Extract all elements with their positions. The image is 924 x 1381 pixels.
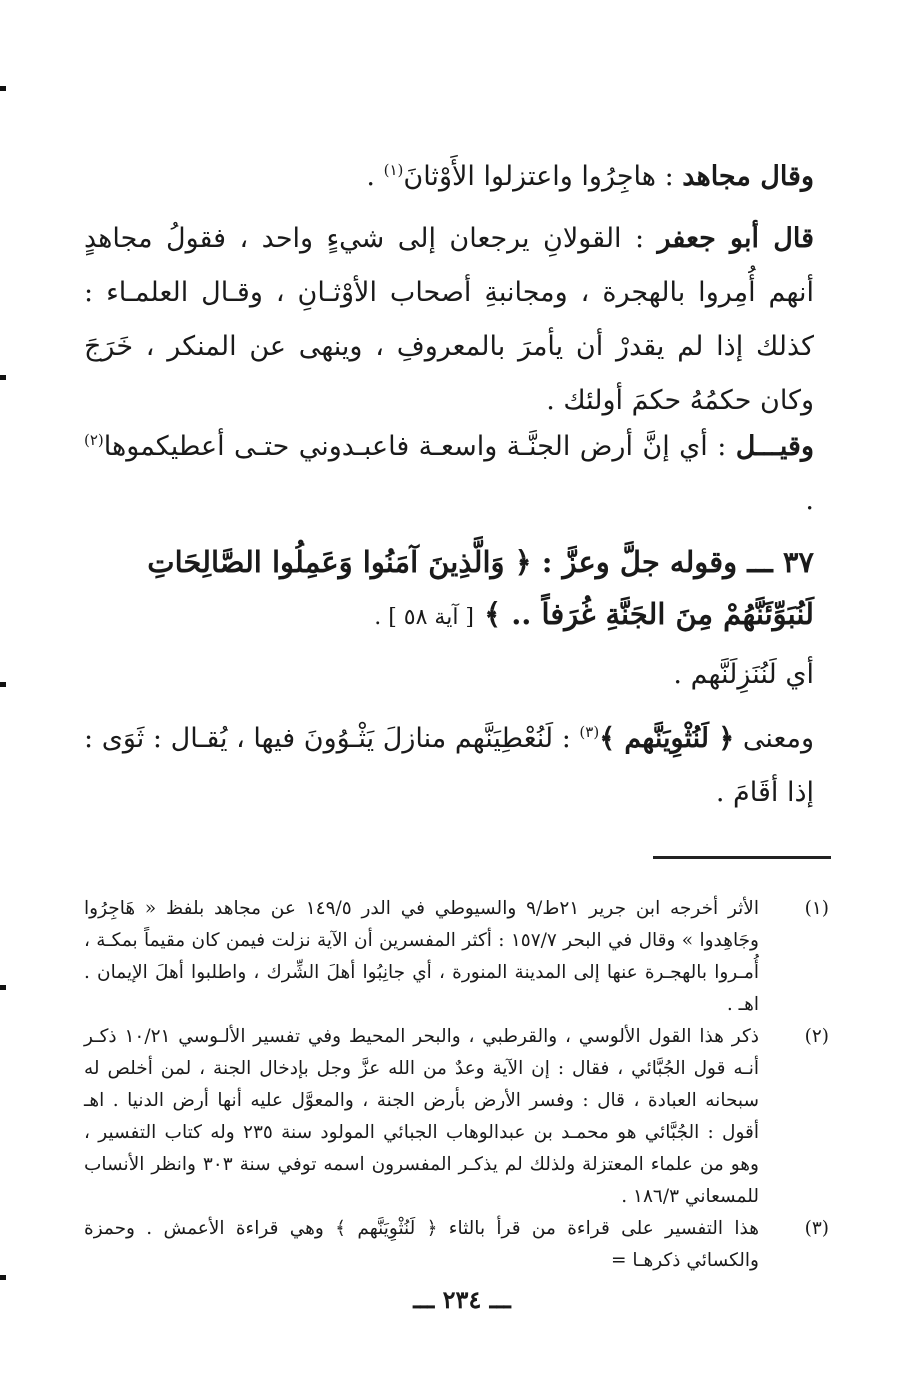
footnote-reference[interactable]: (٣): [579, 723, 600, 741]
paragraph-text: : لَنُعْطِيَنَّهم منازلَ يَثْـوُونَ فيها ، يُقـال : ثَوَى : إذا أقَامَ .: [84, 723, 814, 808]
footnote-number: (١): [804, 898, 829, 919]
quran-quote: ﴿ وَالَّذِينَ آمَنُوا وَعَمِلُوا الصَّالِحَاتِ لَنُبَوِّئَنَّهُمْ مِنَ الجَنَّةِ غُرَفاً .. ﴾: [147, 545, 814, 631]
footnote-text: الأثر أخرجه ابن جرير ٢١ط/٩ والسيوطي في الدر ١٤٩/٥ عن مجاهد بلفظ « هَاجِرُوا وجَاهِدوا » وقال في البحر ١٥٧/٧ : أكثر المفسرين أن الآية نزلت فيمن كان مقيماً بمكـة ، أُمـروا بالهجـرة عنها إلى المدينة المنورة ، أي جانِبُوا أهلَ الشِّرك ، واطلبوا أهلَ الإيمان . اهـ .: [84, 898, 759, 1015]
footnote-number: (٣): [804, 1218, 829, 1239]
paragraph-text: أي لَنُنَزِلَنَّهم .: [673, 659, 814, 690]
paragraph-text: : أي إنَّ أرض الجنَّـة واسعـة فاعبـدوني حتـى أعطيكموها: [103, 431, 736, 462]
scan-edge-mark: [0, 86, 6, 91]
paragraph-tail: .: [805, 485, 814, 516]
footnote-text: ذكر هذا القول الألوسي ، والقرطبي ، والبحر المحيط وفي تفسير الألـوسي ١٠/٢١ ذكـر أنـه قول الجُبَّائي ، فقال : إن الآية وعدٌ من الله عزَّ وجل بإدخال الجنة ، لمن أخلص له سبحانه العبادة ، قال : وفسر الأرض بأرض الجنة ، والمعوَّل عليه أنها أرض الدنيا . اهـ أقول : الجُبَّائي هو محمـد بن عبدالوهاب الجبائي المولود سنة ٢٣٥ وله كتاب التفسير ، وهو من علماء المعتزلة ولذلك لم يذكـر المفسرون اسمه توفي سنة ٣٠٣ وانظر الأنساب للمسعاني ١٨٦/٣ .: [84, 1026, 759, 1207]
scan-edge-mark: [0, 985, 6, 990]
speaker-label: وقال مجاهد: [682, 161, 814, 192]
verse-intro: وقوله جلَّ وعزَّ :: [541, 545, 738, 579]
paragraph-lead: ومعنى: [734, 723, 814, 754]
scan-edge-mark: [0, 1275, 6, 1280]
verse-heading-37: [74, 536, 814, 644]
footnotes-section: [84, 893, 829, 1277]
paragraph-tail: .: [366, 161, 384, 192]
aya-reference: [ آية ٥٨ ] .: [374, 605, 475, 630]
footnote-text: هذا التفسير على قراءة من قرأ بالثاء ﴿ لَنُثْوِيَنَّهم ﴾ وهي قراءة الأعمش . وحمزة والكسائي ذكرهـا =: [84, 1218, 759, 1271]
footnote-reference[interactable]: (٢): [84, 431, 104, 449]
footnote-divider: [653, 856, 831, 859]
paragraph-text: : هاجِرُوا واعتزلوا الأَوْثانَ: [403, 161, 683, 192]
footnote-1: [84, 893, 829, 1021]
verse-number: ٣٧ ـــ: [747, 545, 814, 579]
footnote-3: [84, 1213, 829, 1277]
scan-edge-mark: [0, 682, 6, 687]
paragraph-text: : القولانِ يرجعان إلى شيءٍ واحد ، فقولُ مجاهدٍ أنهم أُمِروا بالهجرة ، ومجانبةِ أصحاب الأوْثـانِ ، وقـال العلمـاء : كذلك إذا لم يقدرْ أن يأمرَ بالمعروفِ ، وينهى عن المنكر ، خَرَجَ وكان حكمُهُ حكمَ أولئك .: [84, 223, 814, 416]
paragraph-mujahid: [84, 150, 814, 204]
scan-edge-mark: [0, 375, 6, 380]
paragraph-la-nuthwiyannahum: [84, 712, 814, 820]
footnote-number: (٢): [804, 1026, 829, 1047]
page-number: ـــ ٢٣٤ ـــ: [413, 1285, 511, 1314]
paragraph-abu-jafar: [84, 212, 814, 428]
speaker-label: قال أبو جعفر: [657, 223, 814, 254]
quran-quote: ﴿ لَنُثْوِيَنَّهم ﴾: [599, 723, 735, 754]
speaker-label: وقيـــل: [735, 431, 814, 462]
footnote-reference[interactable]: (١): [383, 161, 404, 179]
footnote-2: [84, 1021, 829, 1213]
paragraph-meaning: [84, 648, 814, 702]
paragraph-wa-qila: [84, 420, 814, 528]
